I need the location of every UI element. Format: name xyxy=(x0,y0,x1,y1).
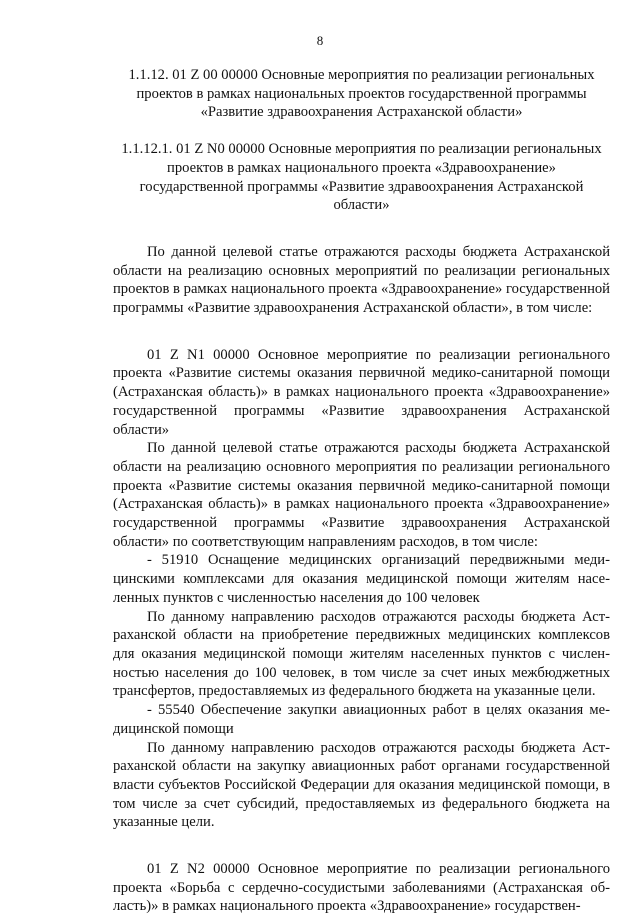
heading-line: «Развитие здравоохранения Астраханской области» xyxy=(200,104,523,121)
paragraph-z-n2-title: 01 Z N2 00000 Основное мероприятие по реализации регионального проекта «Борьба с сердечно-сосудистыми заболеваниями (Астраханская область)» в рамках национального проекта «Здравоохранение» государствен- xyxy=(113,861,610,915)
paragraph-51910-description: По данному направлению расходов отражаются расходы бюджета Астраханской области на приобретение передвижных медицинских комплексов для оказания медицинской помощи жителям населенных пунктов с численностью населения до 100 человек, в том числе за счет иных межбюджетных трансфертов, предоставляемых из федерального бюджета на указанные цели. xyxy=(113,608,610,700)
page-number: 8 xyxy=(316,33,324,48)
document-body xyxy=(113,66,610,916)
section-heading-1-1-12-1 xyxy=(113,140,610,215)
heading-line: 1.1.12. 01 Z 00 00000 Основные мероприятия по реализации региональных xyxy=(128,67,595,83)
paragraph-55540-description: По данному направлению расходов отражаются расходы бюджета Астраханской области на закупку авиационных работ органами государственной власти субъектов Российской Федерации для оказания медицинской помощи, в том числе за счет субсидий, предоставляемых из федерального бюджета на указанные цели. xyxy=(113,739,610,831)
paragraph-z-n1-description: По данной целевой статье отражаются расходы бюджета Астраханской области на реализацию основного мероприятия по реализации регионального проекта «Развитие системы оказания первичной медико-санитарной помощи (Астраханская область)» в рамках национального проекта «Здравоохранение» государственной программы «Развитие здравоохранения Астраханской области» по соответствующим направлениям расходов, в том числе: xyxy=(113,440,610,550)
paragraph-55540-title: - 55540 Обеспечение закупки авиационных работ в целях оказания медицинской помощи xyxy=(113,702,610,737)
section-heading-1-1-12 xyxy=(113,66,610,122)
paragraph-z-n1-title: 01 Z N1 00000 Основное мероприятие по реализации регионального проекта «Развитие системы оказания первичной медико-санитарной помощи (Астраханская область)» в рамках национального проекта «Здравоохранение» государственной программы «Развитие здравоохранения Астраханской области» xyxy=(113,346,610,438)
heading-line: проектов в рамках национальных проектов государственной программы xyxy=(136,85,587,102)
heading-line: области» xyxy=(333,197,390,214)
heading-line: проектов в рамках национального проекта «Здравоохранение» xyxy=(167,159,556,176)
heading-line: 1.1.12.1. 01 Z N0 00000 Основные мероприятия по реализации региональных xyxy=(121,141,602,158)
heading-line: государственной программы «Развитие здравоохранения Астраханской xyxy=(139,178,584,195)
paragraph-51910-title: - 51910 Оснащение медицинских организаций передвижными медицинскими комплексами для оказания медицинской помощи жителям населенных пунктов с численностью населения до 100 человек xyxy=(113,552,610,606)
paragraph-intro: По данной целевой статье отражаются расходы бюджета Астраханской области на реализацию основных мероприятий по реализации региональных проектов в рамках национального проекта «Здравоохранение» государственной программы «Развитие здравоохранения Астраханской области», в том числе: xyxy=(113,243,610,317)
